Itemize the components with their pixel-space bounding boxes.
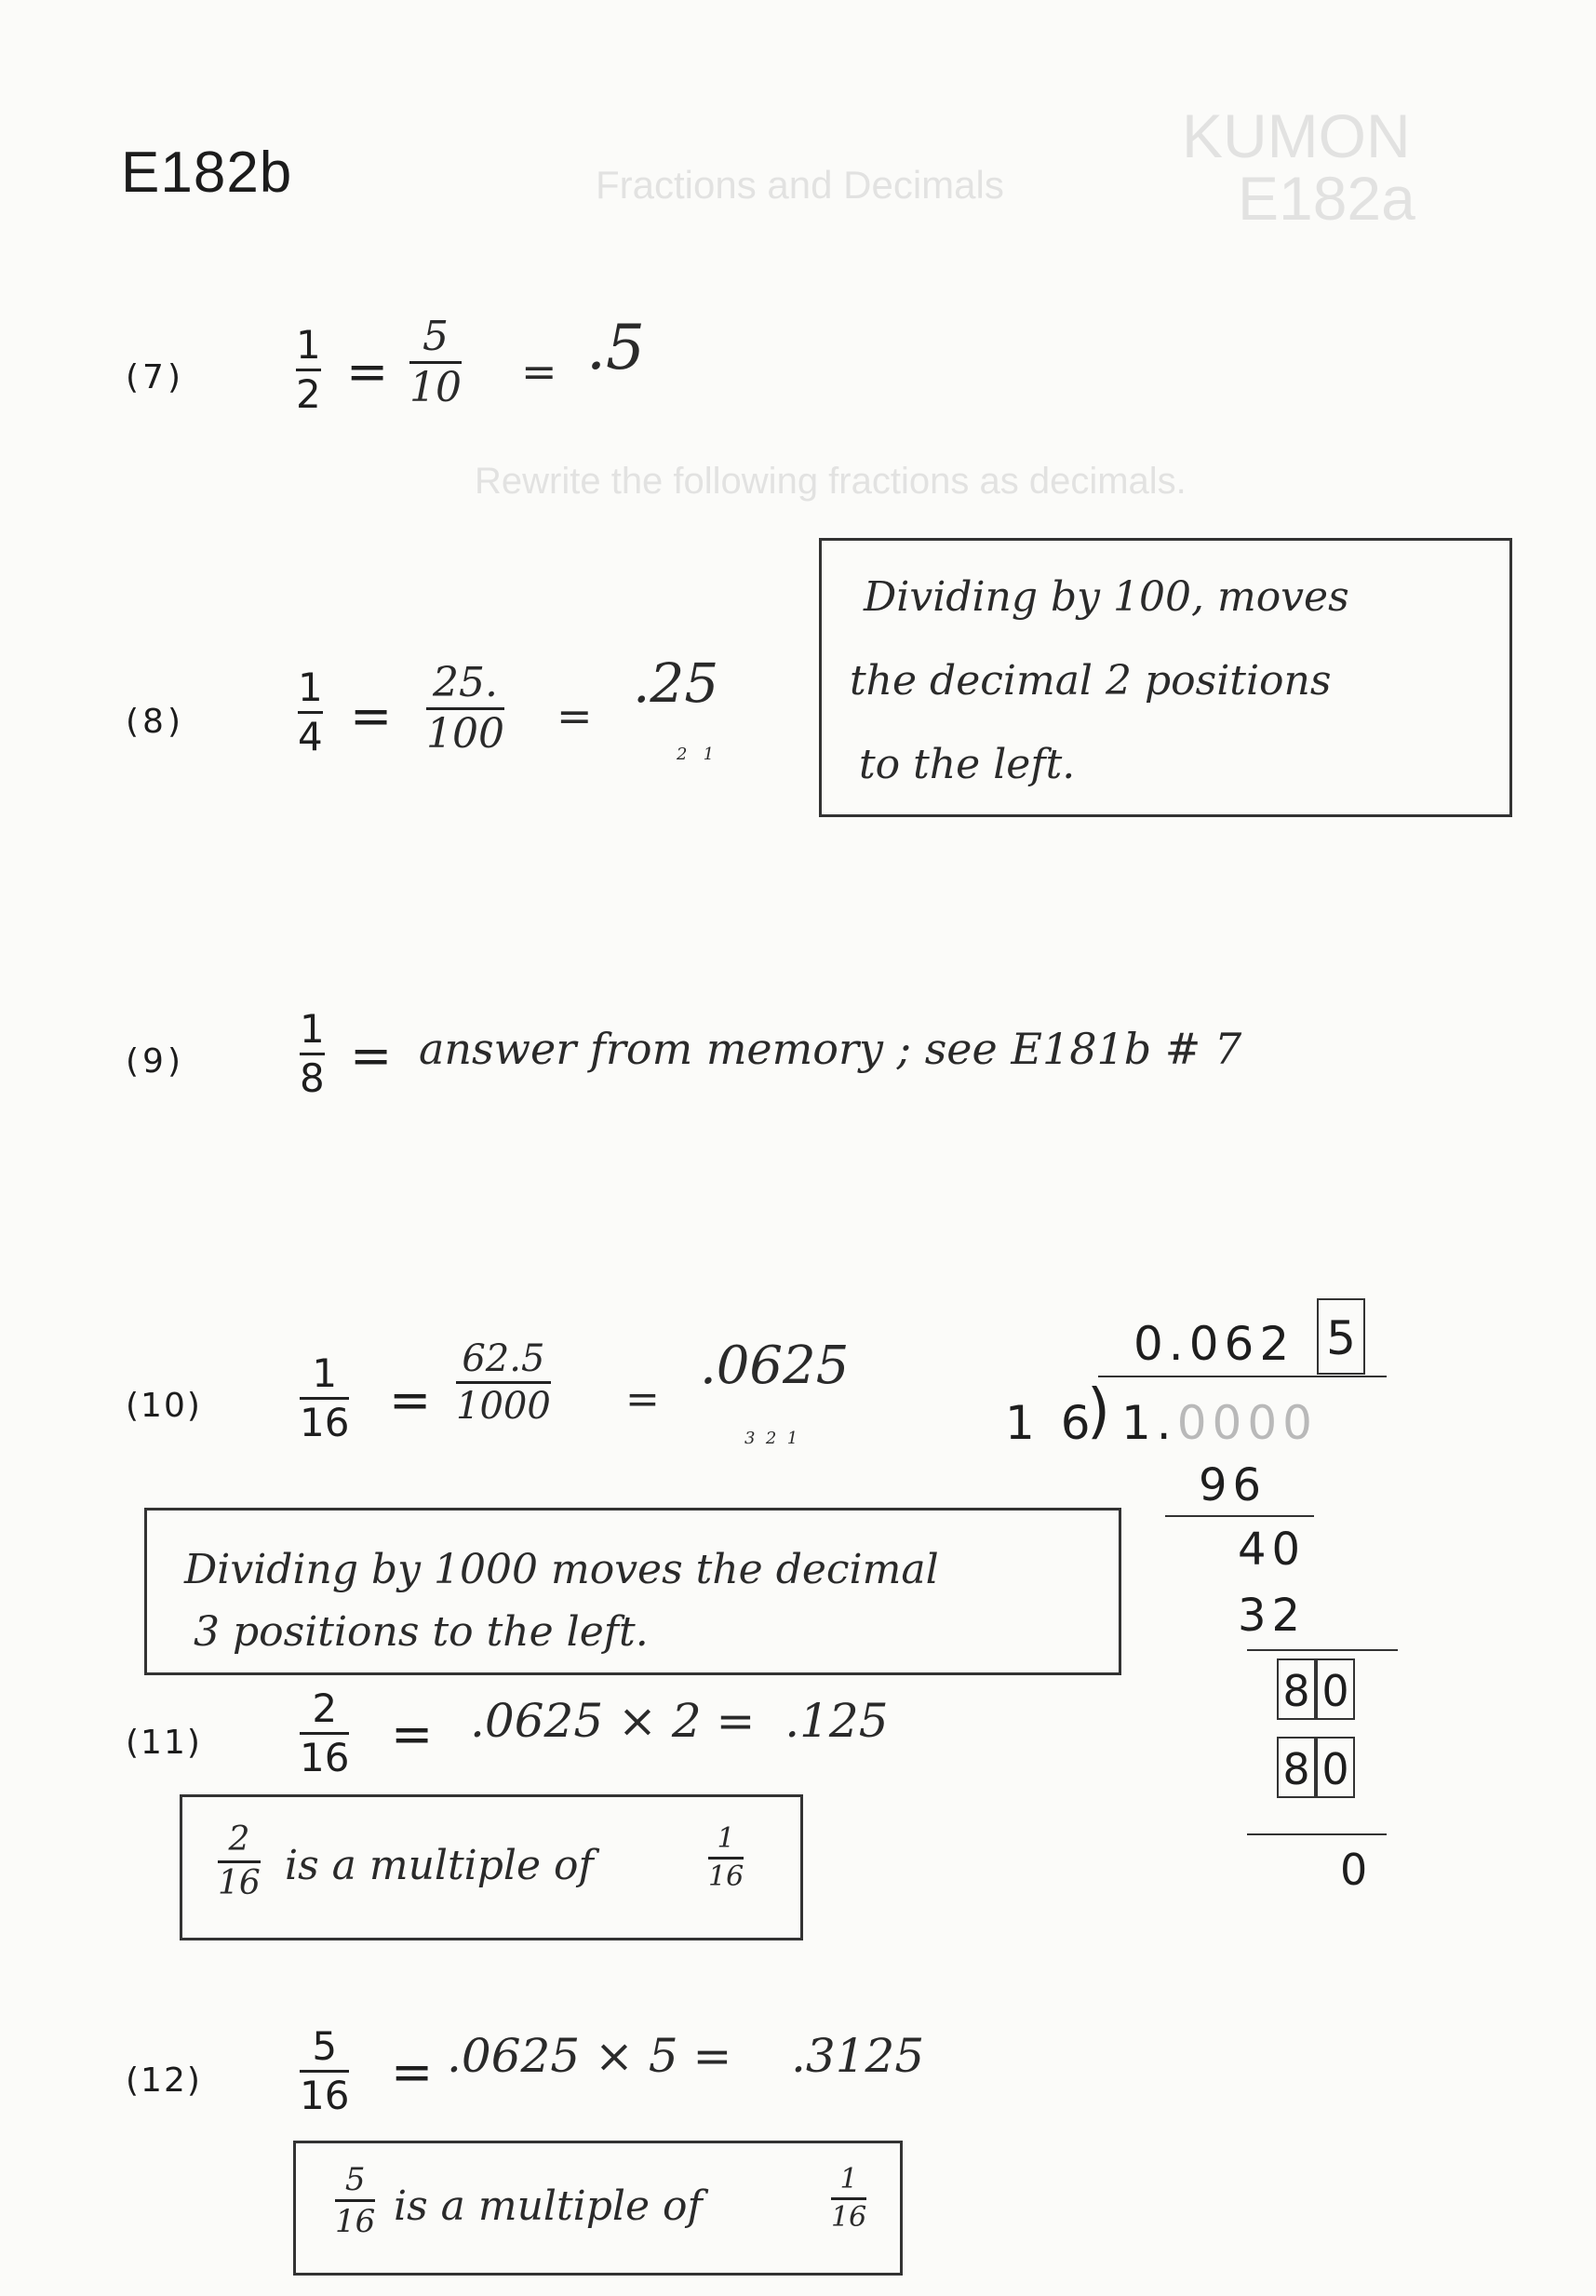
note-box-8 [819, 538, 1512, 817]
dividend-zeros: 0000 [1176, 1396, 1318, 1450]
division-step: 96 [1199, 1459, 1267, 1511]
fraction-bar [708, 1857, 744, 1860]
numerator: 5 [344, 2161, 366, 2198]
answer-9: answer from memory ; see E181b # 7 [419, 1024, 1242, 1074]
note-box-10 [144, 1508, 1121, 1675]
equals-sign: = [389, 1371, 432, 1430]
denominator: 16 [831, 2201, 867, 2234]
denominator: 16 [300, 2073, 350, 2118]
note-fraction-1-16 [831, 2163, 867, 2234]
answer-12: .0625 × 5 = .3125 [447, 2029, 925, 2083]
dividend-digits: 1. [1121, 1396, 1177, 1450]
numerator: 1 [312, 1350, 338, 1396]
numerator: 1 [298, 665, 323, 710]
numerator: 1 [300, 1006, 325, 1052]
numerator: 62.5 [462, 1337, 545, 1380]
answer-11: .0625 × 2 = .125 [470, 1694, 889, 1748]
numerator: 1 [839, 2163, 858, 2195]
denominator: 4 [298, 714, 323, 759]
fraction-bar [218, 1860, 261, 1863]
problem-11-label: (11) [126, 1724, 202, 1762]
fraction-1-2 [296, 322, 321, 417]
denominator: 16 [708, 1860, 744, 1893]
fraction-bar [456, 1381, 551, 1384]
fraction-1-8 [300, 1006, 325, 1101]
problem-10-label: (10) [126, 1387, 202, 1425]
answer-7: .5 [586, 312, 645, 383]
decimal-shift-marks: 3 2 1 [744, 1429, 798, 1448]
fraction-5-10 [409, 313, 462, 411]
denominator: 16 [335, 2203, 376, 2240]
problem-8-label: (8) [126, 703, 184, 741]
note-fraction-5-16 [335, 2161, 376, 2240]
denominator: 10 [409, 364, 462, 411]
equals-sign: = [521, 346, 557, 396]
numerator: 5 [422, 313, 449, 360]
problem-12-label: (12) [126, 2061, 202, 2100]
division-rule [1165, 1515, 1314, 1517]
division-boxed-digit: 0 [1316, 1737, 1355, 1798]
answer-8: .25 [633, 651, 719, 715]
worksheet-title: E182b [121, 141, 293, 205]
note-line: the decimal 2 positions [850, 657, 1332, 705]
division-remainder: 0 [1340, 1845, 1368, 1895]
note-line: Dividing by 100, moves [864, 573, 1349, 621]
division-quotient [1133, 1317, 1294, 1371]
equals-sign: = [625, 1376, 660, 1423]
division-dividend [1121, 1396, 1318, 1450]
denominator: 2 [296, 371, 321, 417]
problem-7-label: (7) [126, 358, 184, 396]
equals-sign: = [350, 1027, 393, 1085]
numerator: 1 [717, 1822, 735, 1855]
numerator: 5 [312, 2023, 338, 2069]
quotient-digits: 0.062 [1133, 1317, 1295, 1371]
numerator: 2 [312, 1685, 338, 1731]
fraction-1-16 [300, 1350, 350, 1445]
division-divisor: 1 6 [1005, 1396, 1096, 1450]
problem-9-label: (9) [126, 1042, 184, 1081]
ghost-instruction: Rewrite the following fractions as decimals. [475, 461, 1187, 502]
denominator: 8 [300, 1055, 325, 1101]
fraction-2-16 [300, 1685, 350, 1780]
division-boxed-digit: 0 [1316, 1658, 1355, 1720]
division-step: 40 [1238, 1524, 1307, 1576]
division-rule [1247, 1649, 1398, 1651]
denominator: 16 [300, 1735, 350, 1780]
denominator: 16 [300, 1400, 350, 1445]
division-bar [1098, 1376, 1387, 1377]
decimal-shift-marks: 2 1 [677, 745, 715, 764]
equals-sign: = [391, 1705, 434, 1764]
ghost-code: E182a [1238, 164, 1415, 233]
note-line: 3 positions to the left. [194, 1608, 649, 1656]
ghost-logo: KUMON [1182, 101, 1411, 170]
note-box-11 [180, 1794, 803, 1940]
note-text: is a multiple of [394, 2182, 703, 2230]
numerator: 2 [228, 1820, 250, 1859]
division-boxed-digit: 8 [1277, 1658, 1316, 1720]
fraction-25-100 [426, 659, 504, 758]
equals-sign: = [346, 342, 389, 401]
fraction-1-4 [298, 665, 323, 759]
fraction-bar [831, 2197, 866, 2200]
fraction-5-16 [300, 2023, 350, 2118]
note-line: Dividing by 1000 moves the decimal [184, 1546, 939, 1593]
division-step: 32 [1238, 1590, 1307, 1642]
note-fraction-2-16 [218, 1820, 261, 1902]
quotient-boxed-digit: 5 [1317, 1298, 1365, 1375]
equals-sign: = [391, 2043, 434, 2101]
numerator: 25. [433, 659, 498, 706]
equals-sign: = [557, 691, 593, 741]
answer-10: .0625 [700, 1336, 850, 1396]
division-rule [1247, 1833, 1387, 1835]
division-boxed-digit: 8 [1277, 1737, 1316, 1798]
denominator: 100 [426, 710, 504, 758]
division-bracket: ) [1087, 1377, 1110, 1446]
denominator: 16 [218, 1864, 261, 1902]
note-fraction-1-16 [708, 1822, 744, 1893]
equals-sign: = [350, 687, 393, 745]
ghost-heading: Fractions and Decimals [596, 163, 1004, 207]
note-line: to the left. [859, 741, 1076, 788]
numerator: 1 [296, 322, 321, 368]
denominator: 1000 [456, 1385, 551, 1428]
fraction-62.5-1000 [456, 1337, 551, 1428]
fraction-bar [335, 2199, 375, 2202]
note-text: is a multiple of [285, 1842, 594, 1889]
note-box-12 [293, 2141, 903, 2276]
